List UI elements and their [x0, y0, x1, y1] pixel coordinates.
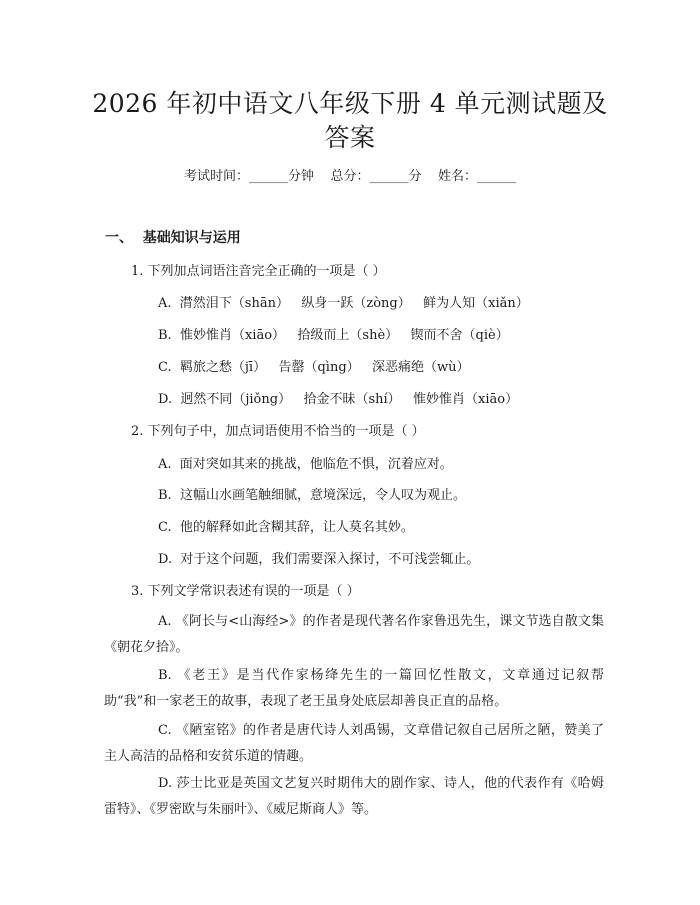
question-2-option-a: A. 面对突如其来的挑战，他临危不惧，沉着应对。	[158, 457, 453, 472]
question-3-stem: 3. 下列文学常识表述有误的一项是（ ）	[131, 584, 360, 599]
question-2-option-c: C. 他的解释如此含糊其辞，让人莫名其妙。	[158, 520, 414, 535]
document-title-line-1: 2026 年初中语文八年级下册 4 单元测试题及	[92, 89, 608, 118]
question-2-option-b: B. 这幅山水画笔触细腻，意境深远，令人叹为观止。	[158, 488, 466, 503]
question-3-option-b: B. 《老王》是当代作家杨绛先生的一篇回忆性散文，文章通过记叙帮助“我”和一家老王的故事，表现了老王虽身处底层却善良正直的品格。	[104, 668, 604, 709]
question-3-option-c: C. 《陋室铭》的作者是唐代诗人刘禹锡，文章借记叙自己居所之陋，赞美了主人高洁的品格和安贫乐道的情趣。	[104, 723, 604, 764]
section-heading: 一、 基础知识与运用	[105, 230, 241, 246]
question-3-option-a: A. 《阿长与<山海经>》的作者是现代著名作家鲁迅先生，课文节选自散文集《朝花夕拾》。	[104, 614, 604, 655]
question-2-option-d: D. 对于这个问题，我们需要深入探讨，不可浅尝辄止。	[158, 552, 480, 567]
document-title-line-2: 答案	[324, 123, 376, 152]
question-1-option-c: C. 羁旅之愁（jī） 告罄（qìng） 深恶痛绝（wù）	[158, 360, 470, 375]
question-1-option-a: A. 潸然泪下（shān） 纵身一跃（zòng） 鲜为人知（xiǎn）	[158, 296, 529, 311]
question-1-option-d: D. 迥然不同（jiǒng） 拾金不昧（shí） 惟妙惟肖（xiāo）	[158, 392, 519, 407]
exam-info-line: 考试时间：______分钟 总分：______分 姓名：______	[183, 169, 517, 184]
question-3-option-d: D. 莎士比亚是英国文艺复兴时期伟大的剧作家、诗人，他的代表作有《哈姆雷特》、《罗密欧与朱丽叶》、《威尼斯商人》等。	[104, 776, 604, 817]
question-1-option-b: B. 惟妙惟肖（xiāo） 拾级而上（shè） 锲而不舍（qiè）	[158, 328, 509, 343]
question-2-stem: 2. 下列句子中，加点词语使用不恰当的一项是（ ）	[131, 424, 425, 439]
question-1-stem: 1. 下列加点词语注音完全正确的一项是（ ）	[131, 264, 386, 279]
